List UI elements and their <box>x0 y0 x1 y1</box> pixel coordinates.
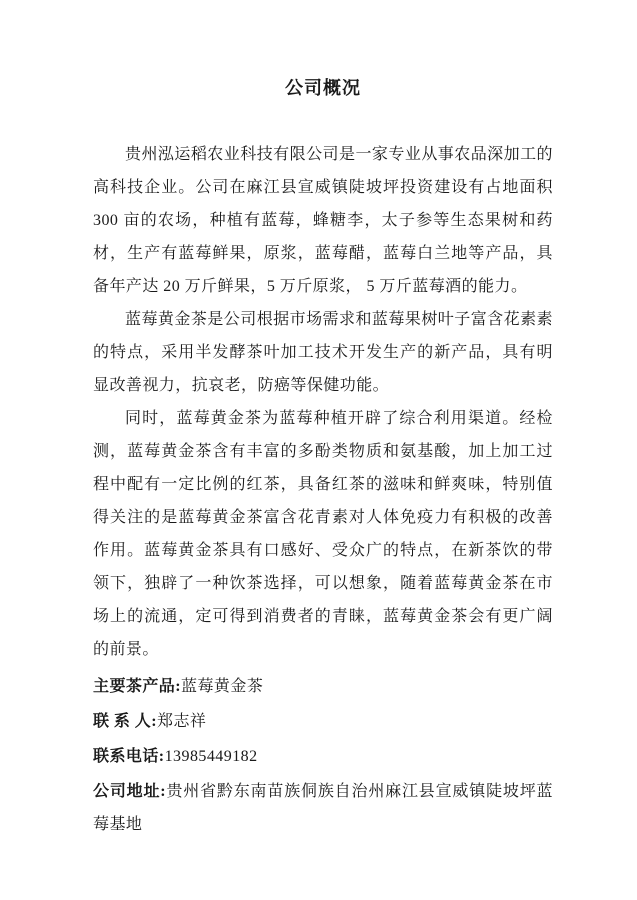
info-label-address: 公司地址: <box>93 783 167 800</box>
info-row-main-product <box>93 670 553 703</box>
document-body <box>93 76 553 841</box>
contact-info-section <box>93 670 553 841</box>
body-paragraph-tea-product: 蓝莓黄金茶是公司根据市场需求和蓝莓果树叶子富含花素素的特点，采用半发酵茶叶加工技术开发生产的新产品，具有明显改善视力，抗哀老，防癌等保健功能。 <box>93 311 553 394</box>
info-value-main-product: 蓝莓黄金茶 <box>181 678 264 695</box>
info-value-address: 贵州省黔东南苗族侗族自治州麻江县宣威镇陡坡坪蓝莓基地 <box>93 783 553 833</box>
info-row-phone <box>93 740 553 773</box>
body-paragraph-company-intro: 贵州泓运稻农业科技有限公司是一家专业从事农品深加工的高科技企业。公司在麻江县宣威镇陡坡坪投资建设有占地面积300 亩的农场，种植有蓝莓，蜂糖李，太子参等生态果树和药材，生产有蓝莓鲜果，原浆，蓝莓醋，蓝莓白兰地等产品，具备年产达 20 万斤鲜果，5 万斤原浆， 5 万斤蓝莓酒的能力。 <box>93 146 553 295</box>
info-value-phone: 13985449182 <box>164 748 258 765</box>
info-row-contact-person <box>93 705 553 738</box>
info-label-phone: 联系电话: <box>93 748 165 765</box>
info-row-address <box>93 775 553 841</box>
info-label-main-product: 主要茶产品: <box>93 678 182 695</box>
info-label-contact-person: 联 系 人: <box>93 713 158 730</box>
info-value-contact-person: 郑志祥 <box>157 713 207 730</box>
page-title: 公司概况 <box>285 78 361 98</box>
body-paragraph-tea-benefits: 同时，蓝莓黄金茶为蓝莓种植开辟了综合利用渠道。经检测，蓝莓黄金茶含有丰富的多酚类物质和氨基酸，加上加工过程中配有一定比例的红茶，具备红茶的滋味和鲜爽味，特别值得关注的是蓝莓黄金茶富含花青素对人体免疫力有积极的改善作用。蓝莓黄金茶具有口感好、受众广的特点，在新茶饮的带领下，独辟了一种饮茶选择，可以想象，随着蓝莓黄金茶在市场上的流通，定可得到消费者的青睐，蓝莓黄金茶会有更广阔的前景。 <box>93 410 553 658</box>
